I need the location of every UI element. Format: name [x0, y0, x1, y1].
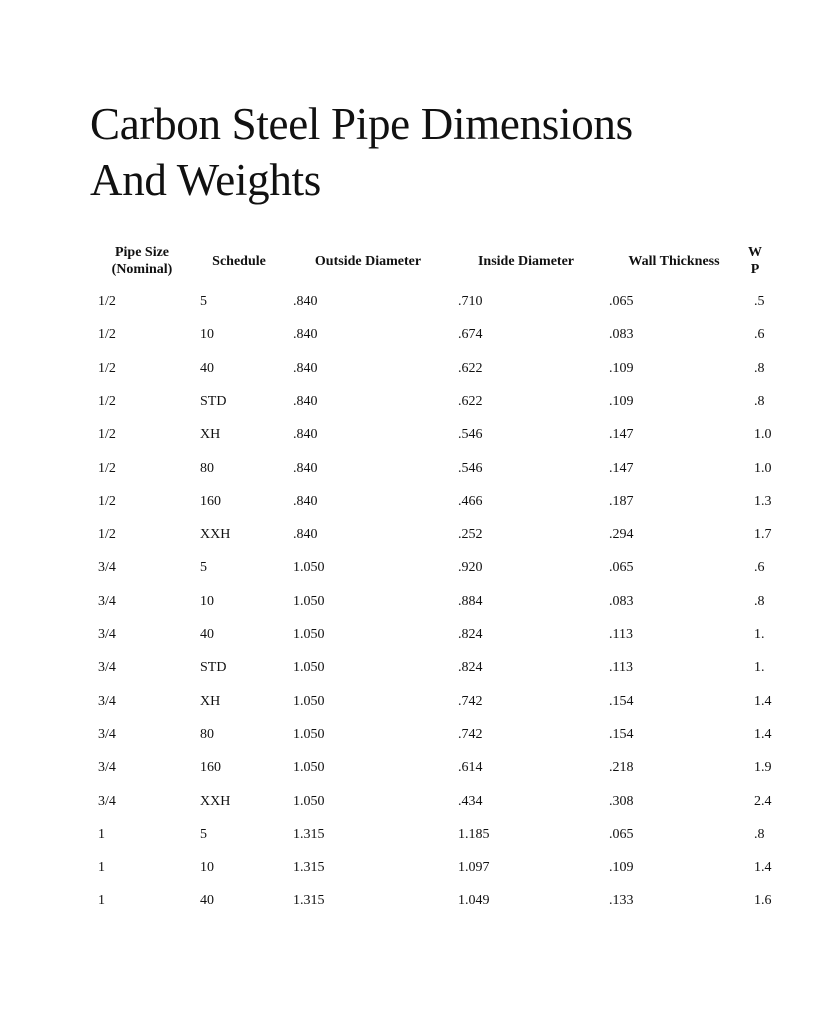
- table-row: [90, 385, 810, 418]
- cell-pipe-size: 3/4: [98, 793, 116, 809]
- cell-pipe-size: 1: [98, 860, 105, 876]
- table-row: [90, 618, 810, 651]
- cell-outside-diameter: 1.315: [293, 826, 325, 842]
- cell-outside-diameter: .840: [293, 294, 318, 309]
- cell-pipe-size: 3/4: [98, 760, 116, 776]
- cell-wall-thickness: .109: [609, 393, 634, 409]
- cell-schedule: 40: [200, 627, 214, 642]
- table-row: [90, 818, 810, 851]
- page-title-line-1: Carbon Steel Pipe Dimensions: [90, 99, 633, 149]
- table-row: [90, 785, 810, 818]
- cell-weight: .6: [754, 560, 765, 576]
- cell-outside-diameter: 1.050: [293, 560, 325, 576]
- cell-weight: 1.6: [754, 893, 772, 909]
- cell-pipe-size: 1: [98, 826, 105, 842]
- cell-wall-thickness: .065: [609, 826, 634, 842]
- cell-weight: .6: [754, 327, 765, 343]
- header-inside-diameter-line-1: Inside Diameter: [477, 253, 575, 269]
- cell-inside-diameter: 1.185: [458, 826, 490, 842]
- cell-inside-diameter: .824: [458, 660, 483, 676]
- cell-outside-diameter: 1.050: [293, 726, 325, 742]
- cell-schedule: 5: [200, 560, 207, 576]
- cell-schedule: 10: [200, 860, 214, 876]
- table-row: [90, 285, 810, 318]
- cell-weight: .8: [754, 826, 765, 842]
- table-row: [90, 485, 810, 518]
- cell-schedule: 80: [200, 726, 214, 742]
- cell-pipe-size: 1/2: [98, 327, 116, 343]
- cell-outside-diameter: .840: [293, 493, 318, 509]
- cell-outside-diameter: 1.050: [293, 760, 325, 776]
- cell-wall-thickness: .187: [609, 493, 634, 509]
- header-wall-thickness-line-1: Wall Thickness: [628, 253, 720, 269]
- cell-inside-diameter: .884: [458, 593, 483, 609]
- cell-pipe-size: 1/2: [98, 393, 116, 409]
- cell-weight: 1.4: [754, 693, 772, 709]
- cell-inside-diameter: .674: [458, 327, 483, 343]
- table-row: [90, 651, 810, 684]
- cell-wall-thickness: .065: [609, 294, 634, 309]
- table-row: [90, 352, 810, 385]
- cell-schedule: 10: [200, 327, 214, 343]
- header-weight-line-2: P: [750, 262, 760, 277]
- cell-wall-thickness: .113: [609, 660, 633, 676]
- table-row: [90, 884, 810, 917]
- cell-outside-diameter: 1.050: [293, 660, 325, 676]
- cell-outside-diameter: 1.315: [293, 860, 325, 876]
- table-row: [90, 518, 810, 551]
- header-outside-diameter: [284, 234, 452, 288]
- cell-weight: .8: [754, 360, 765, 376]
- cell-outside-diameter: 1.050: [293, 627, 325, 642]
- cell-inside-diameter: .622: [458, 360, 483, 376]
- cell-pipe-size: 1/2: [98, 294, 116, 309]
- table-row: [90, 851, 810, 884]
- cell-inside-diameter: 1.049: [458, 893, 490, 909]
- cell-schedule: 5: [200, 826, 207, 842]
- cell-inside-diameter: .622: [458, 393, 483, 409]
- cell-pipe-size: 3/4: [98, 693, 116, 709]
- cell-wall-thickness: .109: [609, 360, 634, 376]
- cell-inside-diameter: 1.097: [458, 860, 490, 876]
- cell-wall-thickness: .113: [609, 627, 633, 642]
- cell-wall-thickness: .218: [609, 760, 634, 776]
- cell-wall-thickness: .154: [609, 693, 634, 709]
- table-row: [90, 585, 810, 618]
- cell-wall-thickness: .154: [609, 726, 634, 742]
- cell-wall-thickness: .147: [609, 460, 634, 476]
- cell-wall-thickness: .065: [609, 560, 634, 576]
- cell-pipe-size: 1/2: [98, 427, 116, 443]
- cell-pipe-size: 1: [98, 893, 105, 909]
- cell-schedule: 160: [200, 493, 221, 509]
- cell-wall-thickness: .083: [609, 327, 634, 343]
- header-pipe-size-line-1: Pipe Size: [114, 245, 170, 260]
- cell-inside-diameter: .742: [458, 726, 483, 742]
- cell-inside-diameter: .434: [458, 793, 483, 809]
- cell-schedule: XXH: [200, 527, 231, 543]
- cell-weight: 1.9: [754, 760, 772, 776]
- cell-schedule: XH: [200, 427, 221, 443]
- cell-weight: .5: [754, 294, 765, 309]
- cell-pipe-size: 3/4: [98, 627, 116, 642]
- cell-outside-diameter: .840: [293, 393, 318, 409]
- cell-schedule: 80: [200, 460, 214, 476]
- table-row: [90, 418, 810, 451]
- cell-inside-diameter: .824: [458, 627, 483, 642]
- cell-wall-thickness: .109: [609, 860, 634, 876]
- table-row: [90, 718, 810, 751]
- cell-schedule: XXH: [200, 793, 231, 809]
- cell-inside-diameter: .920: [458, 560, 483, 576]
- cell-wall-thickness: .294: [609, 527, 634, 543]
- table-row: [90, 318, 810, 351]
- cell-inside-diameter: .546: [458, 460, 483, 476]
- table-row: [90, 551, 810, 584]
- cell-wall-thickness: .083: [609, 593, 634, 609]
- cell-pipe-size: 1/2: [98, 493, 116, 509]
- header-outside-diameter-line-1: Outside Diameter: [314, 253, 422, 269]
- cell-schedule: 10: [200, 593, 214, 609]
- cell-outside-diameter: 1.050: [293, 793, 325, 809]
- cell-pipe-size: 3/4: [98, 660, 116, 676]
- cell-pipe-size: 3/4: [98, 593, 116, 609]
- table-row: [90, 685, 810, 718]
- header-schedule: [194, 234, 284, 288]
- table-row: [90, 751, 810, 784]
- cell-pipe-size: 1/2: [98, 460, 116, 476]
- page-title: [90, 96, 633, 208]
- cell-inside-diameter: .546: [458, 427, 483, 443]
- cell-weight: .8: [754, 393, 765, 409]
- header-wall-thickness: [600, 234, 748, 288]
- cell-outside-diameter: .840: [293, 427, 318, 443]
- cell-schedule: 5: [200, 294, 207, 309]
- cell-wall-thickness: .308: [609, 793, 634, 809]
- table-row: [90, 452, 810, 485]
- cell-wall-thickness: .133: [609, 893, 634, 909]
- cell-pipe-size: 3/4: [98, 560, 116, 576]
- cell-outside-diameter: .840: [293, 527, 318, 543]
- cell-weight: 2.4: [754, 793, 772, 809]
- cell-weight: 1.4: [754, 860, 772, 876]
- cell-inside-diameter: .742: [458, 693, 483, 709]
- cell-weight: .8: [754, 593, 765, 609]
- cell-outside-diameter: 1.315: [293, 893, 325, 909]
- cell-wall-thickness: .147: [609, 427, 634, 443]
- cell-outside-diameter: .840: [293, 460, 318, 476]
- cell-weight: 1.3: [754, 493, 772, 509]
- cell-outside-diameter: .840: [293, 360, 318, 376]
- cell-weight: 1.: [754, 660, 765, 676]
- cell-pipe-size: 1/2: [98, 527, 116, 543]
- cell-outside-diameter: 1.050: [293, 593, 325, 609]
- cell-weight: 1.0: [754, 460, 772, 476]
- cell-schedule: 40: [200, 360, 214, 376]
- header-inside-diameter: [452, 234, 600, 288]
- cell-schedule: 160: [200, 760, 221, 776]
- cell-schedule: 40: [200, 893, 214, 909]
- cell-outside-diameter: 1.050: [293, 693, 325, 709]
- cell-schedule: XH: [200, 693, 221, 709]
- cell-inside-diameter: .614: [458, 760, 483, 776]
- cell-inside-diameter: .710: [458, 294, 483, 309]
- cell-schedule: STD: [200, 660, 227, 676]
- cell-inside-diameter: .252: [458, 527, 483, 543]
- cell-inside-diameter: .466: [458, 493, 483, 509]
- cell-pipe-size: 1/2: [98, 360, 116, 376]
- cell-weight: 1.7: [754, 527, 772, 543]
- header-weight-line-1: W: [748, 245, 762, 260]
- cell-outside-diameter: .840: [293, 327, 318, 343]
- cell-weight: 1.4: [754, 726, 772, 742]
- header-schedule-line-1: Schedule: [212, 253, 266, 269]
- pipe-dimensions-table: [90, 234, 810, 924]
- cell-schedule: STD: [200, 393, 227, 409]
- header-weight: [748, 234, 828, 288]
- cell-weight: 1.: [754, 627, 765, 642]
- page-title-line-2: And Weights: [90, 155, 321, 205]
- cell-weight: 1.0: [754, 427, 772, 443]
- header-pipe-size-line-2: (Nominal): [111, 262, 173, 277]
- header-pipe-size: [90, 234, 194, 288]
- cell-pipe-size: 3/4: [98, 726, 116, 742]
